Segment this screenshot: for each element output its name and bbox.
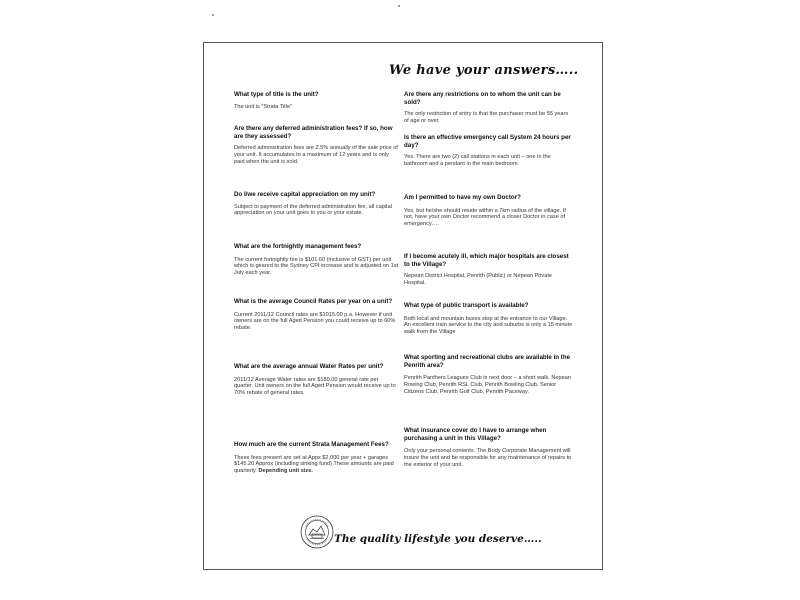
faq-question: What insurance cover do I have to arrange when purchasing a unit in this Village? [404,427,547,442]
faq-question: What type of public transport is available? [404,302,529,309]
faq-answer: Current 2011/12 Council rates are $1015.00 p.a. However if unit owners are on the full Aged Pension you could receive up to 60% rebate. [234,311,396,332]
faq-item [404,354,574,395]
faq-item [234,441,399,475]
faq-item [404,91,574,125]
faq-item [234,91,399,110]
faq-answer: Both local and mountain buses stop at the entrance to our Village. An excellent train service to the city and suburbs is only a 15 minute walk from the Village [404,315,573,336]
faq-question: If I become acutely ill, which major hospitals are closest to the Village? [404,253,569,268]
footer-tagline: The quality lifestyle you deserve….. [334,533,542,545]
faq-answer: Deferred administration fees are 2.5% annually of the sale price of your unit. It accumulates to a maximum of 12 years and is only paid when the unit is sold. [234,145,398,165]
village-seal-icon [300,515,334,549]
faq-answer: The current fortnightly fee is $101.60 (inclusive of GST) per unit which is geared to the Sydney CPI increase and is adjusted on 1st July each year. [234,256,399,277]
faq-question: What are the average annual Water Rates per unit? [234,363,384,370]
faq-question: Am I permitted to have my own Doctor? [404,194,521,201]
faq-answer: Subject to payment of the deferred administration fee, all capital appreciation on your unit goes to you or your estate. [234,203,392,217]
faq-answer: Nepean District Hospital, Penrith (Public) or Nepean Private Hospital. [404,273,552,286]
faq-answer: 2011/12 Average Water rates are $180.00 general rate per quarter. Unit owners on the full Aged Pension would receive up to 70% rebate of general rates. [234,376,396,397]
faq-answer: The only restriction of entry is that the purchaser must be 55 years of age or over. [404,111,569,124]
faq-question: Are there any deferred administration fees? If so, how are they assessed? [234,125,393,140]
faq-item [404,253,574,287]
faq-answer: Yes, but he/she should reside within a 7km radius of the village. If not, have your own Doctor recommend a closer Doctor in case of emergency…. [404,207,566,228]
faq-question: Are there any restrictions on to whom the unit can be sold? [404,91,561,106]
document-page [203,42,603,570]
faq-question: How much are the current Strata Management Fees? [234,441,389,448]
faq-item [404,302,574,336]
faq-question: What sporting and recreational clubs are available in the Penrith area? [404,354,571,369]
faq-item [404,134,574,168]
faq-answer: The unit is "Strata Title" [234,103,293,110]
faq-answer: Only your personal contents. The Body Corporate Management will insure the unit and be responsible for any maintenance of repairs to the exterior of your unit. [404,448,572,468]
faq-question: What are the fortnightly management fees? [234,243,362,250]
faq-item [404,427,574,468]
faq-item [234,191,399,217]
faq-item [404,194,574,228]
faq-question: Do I/we receive capital appreciation on my unit? [234,191,376,198]
faq-item [234,363,399,397]
faq-question: Is there an effective emergency call System 24 hours per day? [404,134,571,149]
faq-answer-text: These fees present are set at Appx $2,000 per year + garages $145.20 Approx (including sinking fund) These amounts are paid quarterly. [234,454,394,475]
faq-answer [234,455,399,475]
faq-answer: Penrith Panthers Leagues Club is next door – a short walk. Nepean Rowing Club, Penrith RSL Club, Penrith Bowling Club, Senior Citizens Club, Penrith Golf Club, Penrith Paceway. [404,375,571,395]
headline: We have your answers….. [389,63,579,78]
faq-answer: Yes. There are two (2) call stations in each unit – one in the bathroom and a pendant in the main bedroom. [404,154,551,167]
faq-question: What is the average Council Rates per year on a unit? [234,298,393,305]
faq-item [234,243,399,277]
faq-answer-emphasis: Depending unit size. [258,468,313,475]
faq-question: What type of title is the unit? [234,91,319,98]
faq-item [234,298,399,332]
faq-item [234,125,399,165]
